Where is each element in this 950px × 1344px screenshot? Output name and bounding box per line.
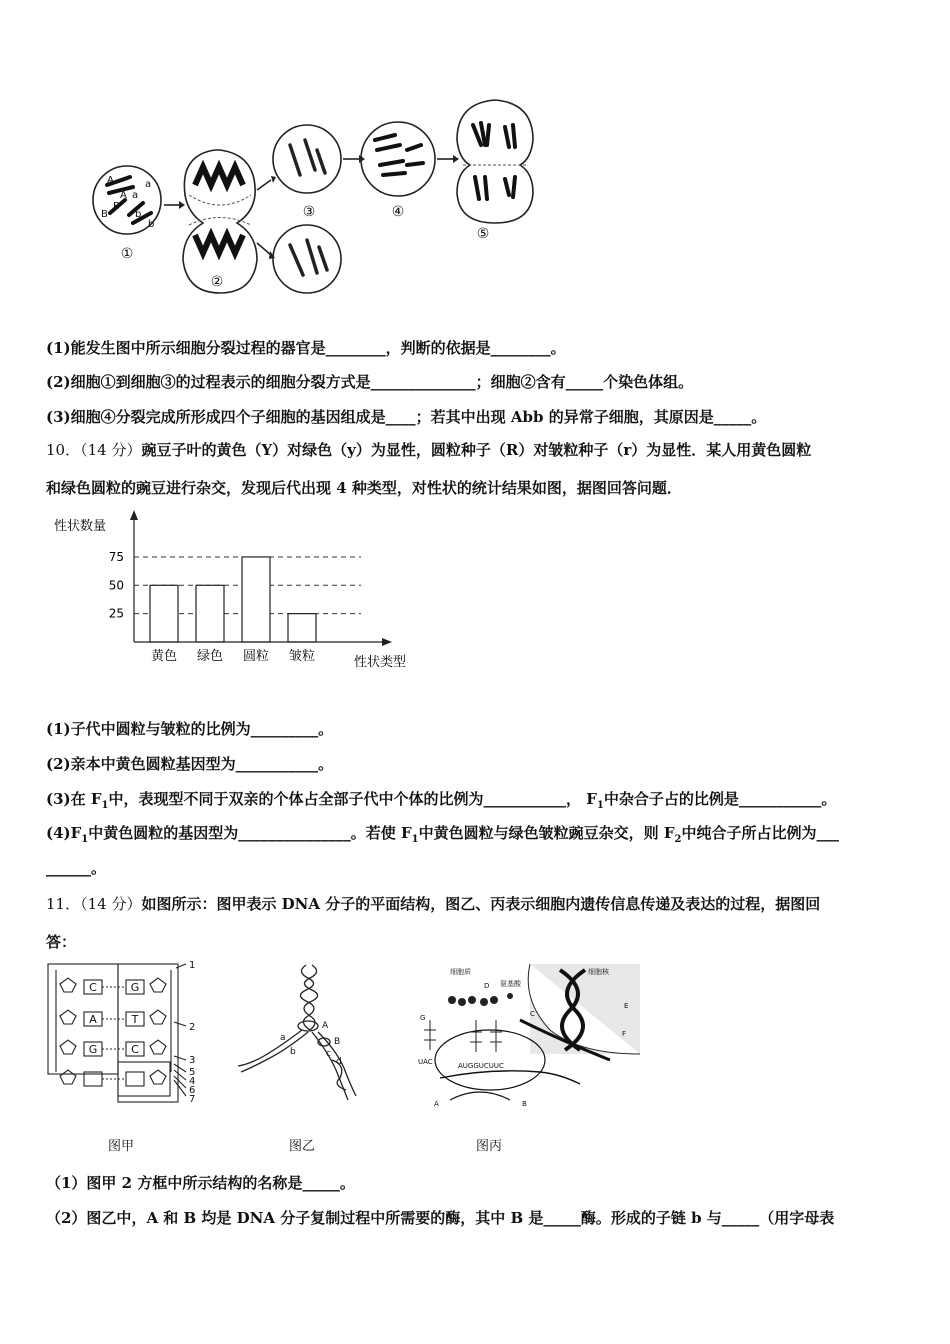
base-right-1: G xyxy=(130,981,140,994)
trait-bar-chart xyxy=(46,508,426,673)
base-right-3: C xyxy=(131,1043,139,1056)
chart-bar-4 xyxy=(288,614,316,642)
q11-heading: 11．（14 分）如图所示：图甲表示 DNA 分子的平面结构，图乙、丙表示细胞内遗传信息传递及表达的过程，据图回 xyxy=(46,895,821,913)
svg-text:b: b xyxy=(135,209,142,220)
bing-label-cytoplasm: 细胞质 xyxy=(450,968,471,976)
bing-label-F: F xyxy=(622,1030,627,1038)
jia-num-4: 4 xyxy=(189,1076,196,1087)
chart-xlabel: 性状类型 xyxy=(354,655,407,670)
fig-bing-caption: 图丙 xyxy=(476,1139,503,1154)
q10-part4: $(4)F_1$中黄色圆粒的基因型为_______________。若使 $F_1$中黄色圆粒与绿色皱粒豌豆杂交，则 $F_2$中纯合子所占比例为___ xyxy=(46,824,839,845)
chart-category-1: 黄色 xyxy=(150,649,178,664)
jia-num-3: 3 xyxy=(189,1055,196,1066)
fig-yi-caption: 图乙 xyxy=(289,1139,316,1154)
chart-category-4: 皱粒 xyxy=(288,649,316,664)
bing-label-B: B xyxy=(522,1100,527,1108)
q10-part4-cont: ______。 xyxy=(46,859,107,877)
q11-part2: （2）图乙中，A 和 B 均是 DNA 分子复制过程中所需要的酶，其中 B 是_____酶。形成的子链 b 与_____（用字母表 xyxy=(46,1209,835,1227)
chart-ytick-25: 25 xyxy=(108,606,124,621)
bing-label-D: D xyxy=(484,982,490,990)
chart-ytick-75: 75 xyxy=(108,549,124,564)
chart-ytick-50: 50 xyxy=(108,578,124,593)
bing-label-A: A xyxy=(434,1100,439,1108)
jia-num-7: 7 xyxy=(189,1094,196,1105)
bing-label-C: C xyxy=(530,1010,535,1018)
bing-label-aminoacid: 氨基酸 xyxy=(500,980,521,988)
svg-text:a: a xyxy=(132,190,139,201)
chart-bar-1 xyxy=(150,585,178,642)
q11-heading-cont: 答： xyxy=(46,933,77,951)
chart-ylabel: 性状数量 xyxy=(54,519,107,534)
base-left-1: C xyxy=(89,981,97,994)
svg-text:A: A xyxy=(107,175,114,186)
chart-category-3: 圆粒 xyxy=(242,649,270,664)
jia-num-5: 5 xyxy=(189,1067,196,1078)
q11-part1: （1）图甲 2 方框中所示结构的名称是_____。 xyxy=(46,1174,355,1192)
q10-part1: (1)子代中圆粒与皱粒的比例为_________。 xyxy=(46,720,334,738)
q10-heading: 10．（14 分）豌豆子叶的黄色（Y）对绿色（y）为显性，圆粒种子（R）对皱粒种子（r）为显性．某人用黄色圆粒 xyxy=(46,441,812,459)
yi-label-c: c xyxy=(326,1049,331,1059)
yi-label-a: a xyxy=(280,1033,286,1043)
svg-text:B: B xyxy=(101,209,108,220)
cell-label-2: ② xyxy=(210,274,224,290)
fig-jia-caption: 图甲 xyxy=(108,1139,135,1154)
bing-label-anticodon: UAC xyxy=(418,1058,433,1066)
translation-figure xyxy=(410,960,640,1110)
cell-label-4: ④ xyxy=(391,204,405,220)
jia-num-1: 1 xyxy=(189,960,196,971)
svg-text:B: B xyxy=(113,201,120,212)
base-left-3: G xyxy=(88,1043,98,1056)
yi-label-d: d xyxy=(336,1057,342,1067)
jia-num-6: 6 xyxy=(189,1085,196,1096)
cell-label-5: ⑤ xyxy=(476,226,490,242)
q10-part3: (3)在 $F_1$中，表现型不同于双亲的个体占全部子代中个体的比例为___________， $F_1$中杂合子占的比例是___________。 xyxy=(46,790,837,811)
q9-part2: (2)细胞①到细胞③的过程表示的细胞分裂方式是______________；细胞②含有_____个染色体组。 xyxy=(46,373,694,391)
yi-label-B: B xyxy=(334,1037,341,1047)
q9-part3: (3)细胞④分裂完成所形成四个子细胞的基因组成是____；若其中出现 Abb 的异常子细胞，其原因是_____。 xyxy=(46,408,767,426)
base-left-2: A xyxy=(89,1013,97,1026)
meiosis-figure xyxy=(85,95,555,300)
yi-label-b: b xyxy=(290,1047,296,1057)
q10-heading-cont: 和绿色圆粒的豌豆进行杂交，发现后代出现 4 种类型，对性状的统计结果如图，据图回答问题． xyxy=(46,479,682,497)
bing-label-nucleus: 细胞核 xyxy=(588,968,609,976)
svg-text:b: b xyxy=(148,219,155,230)
jia-num-2: 2 xyxy=(189,1022,196,1033)
bing-label-G: G xyxy=(420,1014,426,1022)
chart-bar-3 xyxy=(242,557,270,642)
svg-text:A: A xyxy=(120,190,127,201)
yi-label-A: A xyxy=(322,1021,329,1031)
bing-label-E: E xyxy=(624,1002,629,1010)
chart-category-2: 绿色 xyxy=(196,649,224,664)
cell-label-1: ① xyxy=(120,246,134,262)
svg-text:a: a xyxy=(145,179,152,190)
bing-label-mrna: AUGGUCUUC xyxy=(458,1062,504,1070)
dna-structure-figure xyxy=(46,960,206,1110)
base-right-2: T xyxy=(131,1013,139,1026)
cell-label-3: ③ xyxy=(302,204,316,220)
q10-part2: (2)亲本中黄色圆粒基因型为___________。 xyxy=(46,755,334,773)
chart-bar-2 xyxy=(196,585,224,642)
dna-replication-figure xyxy=(236,960,386,1110)
q9-part1: (1)能发生图中所示细胞分裂过程的器官是________，判断的依据是________。 xyxy=(46,339,566,357)
